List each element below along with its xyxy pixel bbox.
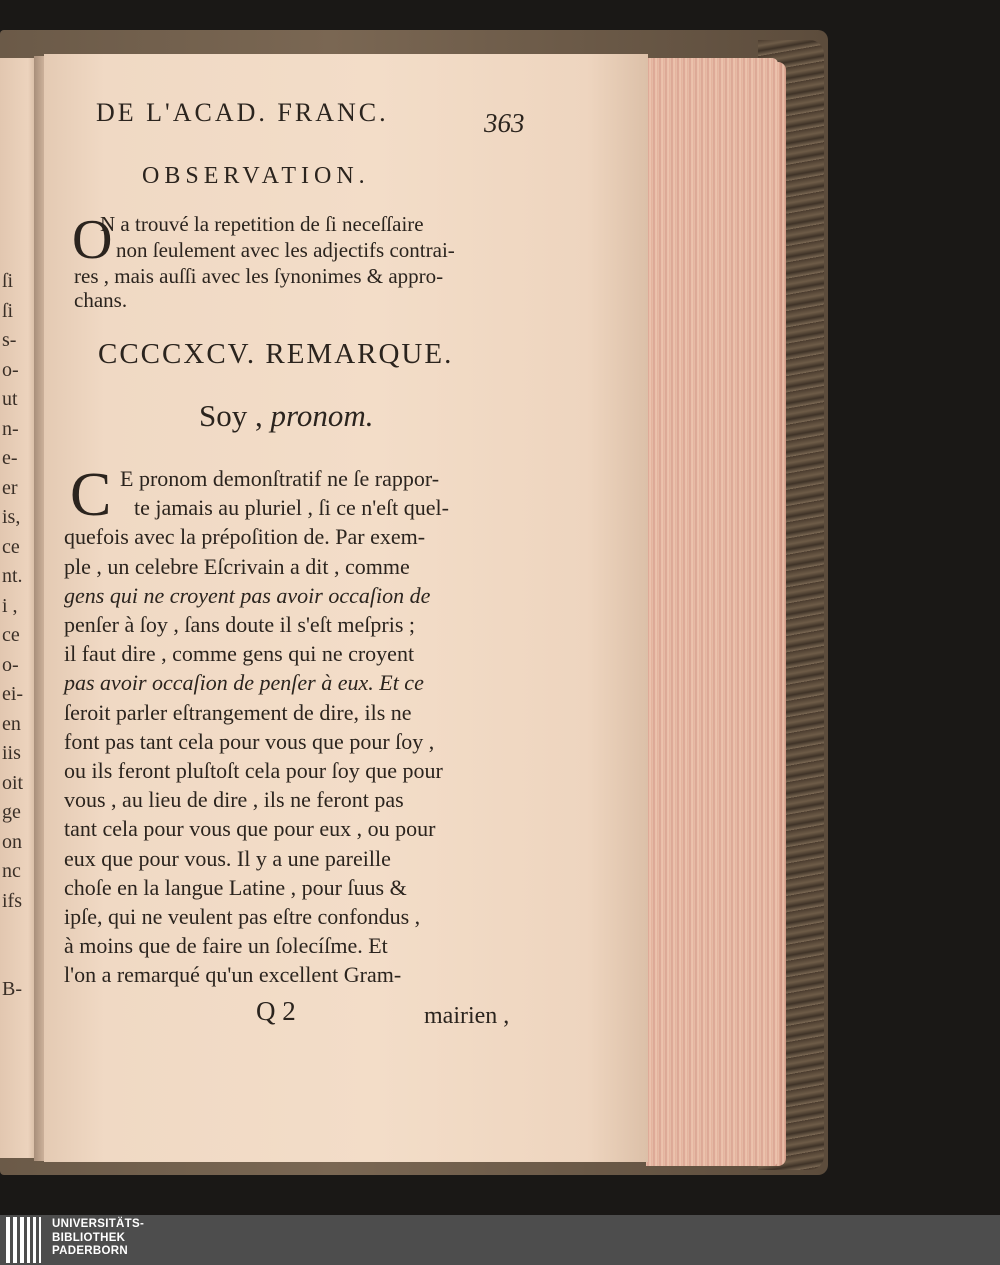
catchword: mairien ,: [424, 1003, 510, 1029]
margin-fragment: oit: [2, 771, 24, 794]
page-number: 363: [484, 108, 525, 138]
margin-fragment: o-: [2, 653, 19, 676]
remarque-line: choſe en la langue Latine , pour ſuus &: [64, 874, 407, 900]
margin-fragment: iis: [2, 742, 21, 764]
remarque-line: pas avoir occaſion de penſer à eux. Et ce: [64, 670, 424, 696]
remarque-line: vous , au lieu de dire , ils ne feront pas: [64, 787, 404, 813]
library-logo-text: [52, 1218, 144, 1259]
library-logo-icon: [6, 1217, 46, 1263]
margin-fragment: o-: [2, 358, 19, 381]
margin-fragment: n-: [2, 417, 19, 440]
observation-drop-cap: O: [72, 209, 113, 271]
remarque-line: à moins que de faire un ſolecíſme. Et: [64, 933, 388, 959]
margin-fragment: B-: [2, 978, 22, 1000]
remarque-line: eux que pour vous. Il y a une pareille: [64, 845, 391, 871]
remarque-subject: [199, 400, 374, 431]
remarque-line: penſer à ſoy , ſans doute il s'eſt meſpris ;: [64, 612, 416, 637]
observation-line: N a trouvé la repetition de ſi neceſſaire: [100, 212, 424, 236]
remarque-line: l'on a remarqué qu'un excellent Gram-: [64, 962, 402, 988]
margin-fragment: er: [2, 476, 18, 499]
observation-line: non ſeulement avec les adjectifs contrai-: [116, 238, 455, 262]
margin-fragment: ſi: [2, 270, 14, 292]
logo-line-1: UNIVERSITÄTS-: [52, 1218, 145, 1230]
margin-fragment: ut: [2, 388, 18, 410]
margin-fragment: s-: [2, 329, 17, 351]
observation-line: res , mais auſſi avec les ſynonimes & appro-: [74, 264, 444, 288]
library-footer-bar: [0, 1215, 1000, 1265]
remarque-heading: CCCCXCV. REMARQUE.: [98, 338, 454, 370]
remarque-line: ou ils feront pluſtoſt cela pour ſoy que pour: [64, 758, 443, 783]
remarque-line: te jamais au pluriel , ſi ce n'eſt quel-: [134, 495, 449, 521]
remarque-line: ple , un celebre Eſcrivain a dit , comme: [64, 553, 410, 579]
margin-fragment: ce: [2, 535, 20, 558]
logo-line-3: PADERBORN: [52, 1245, 128, 1257]
page-edges: [646, 58, 778, 1166]
margin-fragment: e-: [2, 447, 18, 469]
margin-fragment: i ,: [2, 594, 18, 617]
remarque-line: tant cela pour vous que pour eux , ou pour: [64, 816, 436, 842]
remarque-line: ipſe, qui ne veulent pas eſtre confondus ,: [64, 904, 421, 929]
margin-fragment: nt.: [2, 565, 23, 587]
remarque-line: gens qui ne croyent pas avoir occaſion de: [64, 582, 431, 608]
margin-fragment: ei-: [2, 683, 24, 705]
right-page: [44, 54, 648, 1162]
running-title: DE L'ACAD. FRANC.: [96, 98, 389, 127]
logo-line-2: BIBLIOTHEK: [52, 1231, 126, 1244]
margin-fragment: on: [2, 830, 22, 853]
observation-heading: OBSERVATION.: [142, 163, 370, 189]
margin-fragment: ce: [2, 624, 20, 646]
margin-fragment: ge: [2, 801, 21, 823]
subject-word: Soy ,: [199, 398, 263, 433]
signature-mark: Q 2: [256, 996, 296, 1026]
subject-italic: pronom.: [270, 398, 374, 433]
margin-fragment: en: [2, 712, 21, 735]
remarque-line: font pas tant cela pour vous que pour ſoy ,: [64, 728, 435, 754]
remarque-line: il faut dire , comme gens qui ne croyent: [64, 641, 415, 667]
remarque-line: quefois avec la prépoſition de. Par exem-: [64, 524, 426, 550]
observation-line: chans.: [74, 288, 128, 312]
margin-fragment: ſi: [2, 299, 14, 322]
remarque-line: E pronom demonſtratif ne ſe rappor-: [120, 466, 440, 491]
remarque-line: ſeroit parler eſtrangement de dire, ils ne: [64, 699, 412, 725]
margin-fragment: ifs: [2, 889, 22, 912]
margin-fragment: is,: [2, 506, 21, 528]
remarque-drop-cap: C: [70, 461, 112, 529]
margin-fragment: nc: [2, 860, 21, 882]
